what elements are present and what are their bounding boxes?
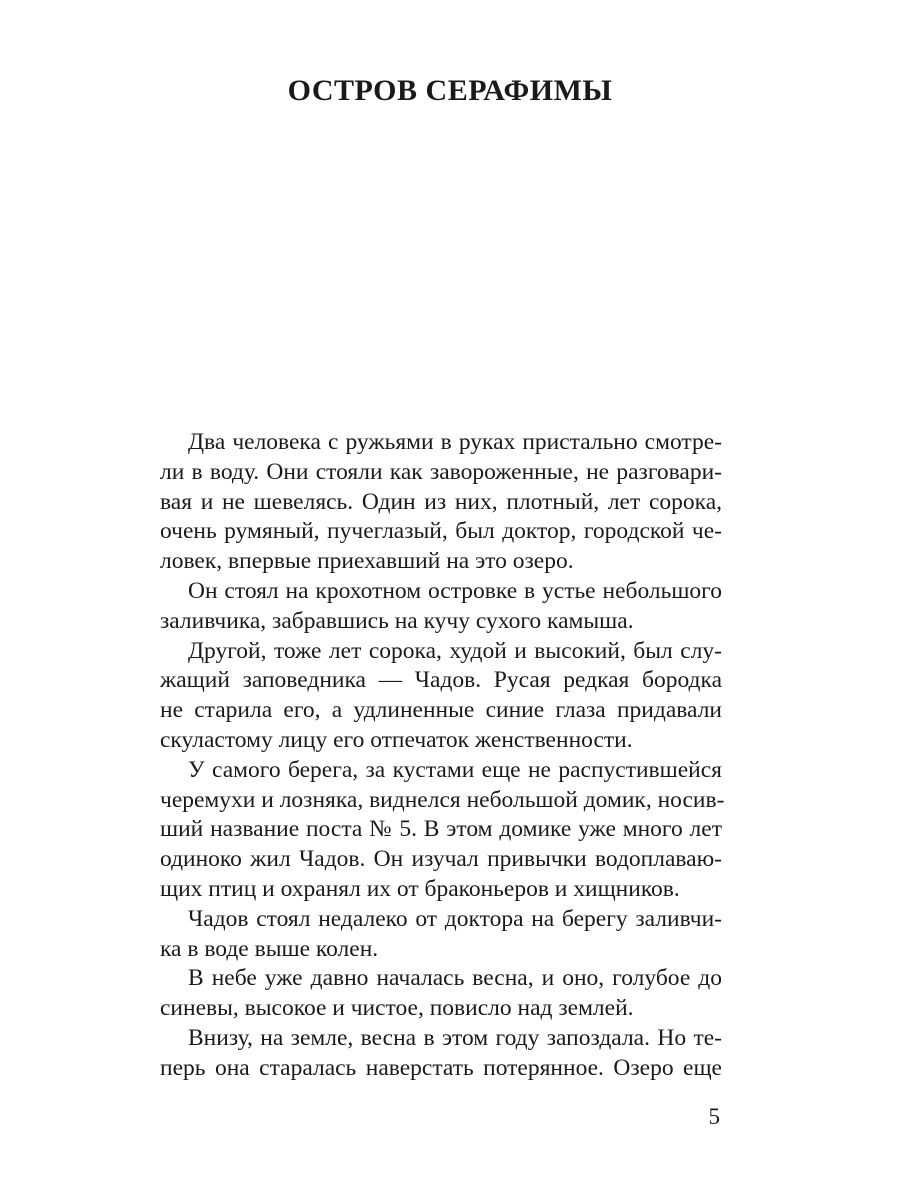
- text-line: ловек, впервые приехавший на это озеро.: [160, 548, 574, 575]
- text-line: скуластому лицу его отпечаток женственности.: [160, 726, 633, 753]
- text-line: заливчика, забравшись на кучу сухого камыша.: [160, 607, 634, 634]
- text-line: очень румяный, пучеглазый, был доктор, городской че-: [160, 518, 722, 545]
- text-line: У самого берега, за кустами еще не распустившейся: [188, 756, 722, 783]
- text-line: Другой, тоже лет сорока, худой и высокий, был слу-: [188, 637, 722, 664]
- text-line: Он стоял на крохотном островке в устье небольшого: [188, 577, 722, 604]
- body-text: [160, 428, 725, 1084]
- text-line: ка в воде выше колен.: [160, 935, 379, 962]
- text-line: Внизу, на земле, весна в этом году запоздала. Но те-: [188, 1024, 722, 1051]
- text-line: ший название поста № 5. В этом домике уже много лет: [160, 816, 722, 843]
- text-line: В небе уже давно началась весна, и оно, голубое до: [188, 965, 722, 992]
- text-line: Чадов стоял недалеко от доктора на берегу заливчи-: [188, 905, 722, 932]
- text-line: ли в воду. Они стояли как завороженные, не разговари-: [160, 458, 722, 485]
- text-line: Два человека с ружьями в руках пристально смотре-: [188, 429, 722, 455]
- text-line: не старила его, а удлиненные синие глаза придавали: [160, 697, 722, 724]
- text-line: одиноко жил Чадов. Он изучал привычки водоплаваю-: [160, 846, 722, 873]
- chapter-title: ОСТРОВ СЕРАФИМЫ: [287, 74, 613, 107]
- text-line: вая и не шевелясь. Один из них, плотный, лет сорока,: [160, 488, 722, 515]
- text-line: щих птиц и охранял их от браконьеров и хищников.: [160, 875, 680, 902]
- text-line: синевы, высокое и чистое, повисло над землей.: [160, 995, 634, 1022]
- page-number: 5: [708, 1104, 720, 1129]
- text-line: перь она старалась наверстать потерянное. Озеро еще: [160, 1054, 722, 1081]
- text-line: жащий заповедника — Чадов. Русая редкая бородка: [160, 667, 722, 694]
- text-line: черемухи и лозняка, виднелся небольшой домик, носив-: [160, 786, 725, 813]
